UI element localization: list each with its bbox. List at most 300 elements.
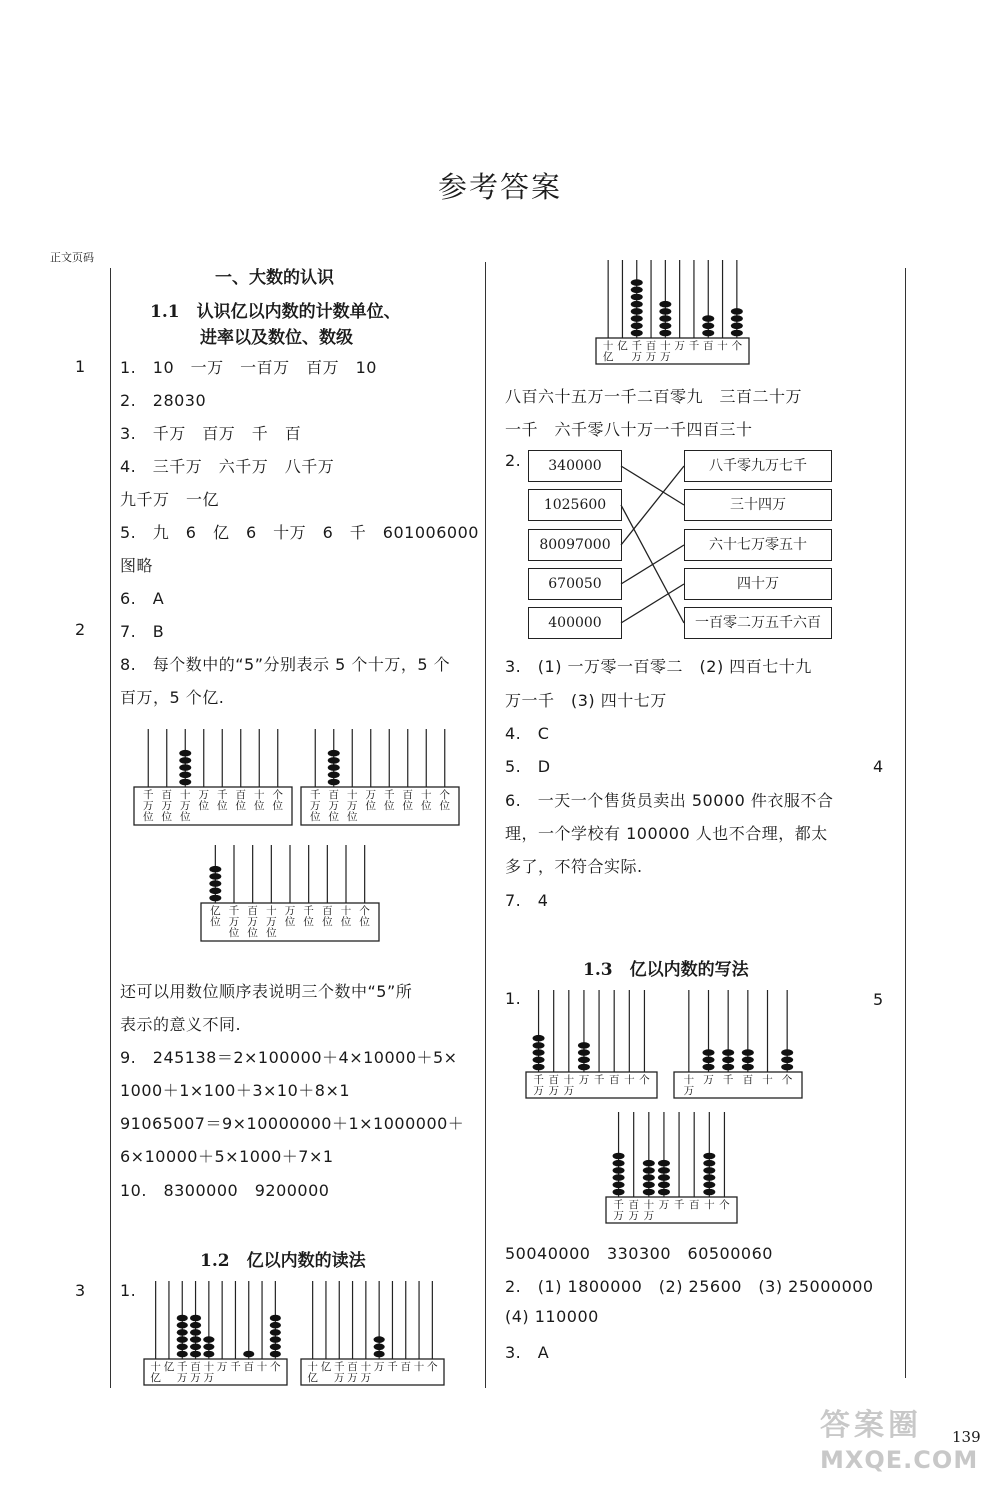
abacus-label: 万 [683, 1085, 695, 1097]
column-divider [485, 262, 486, 1388]
abacus-label: 万 [161, 800, 172, 812]
match-line-5 [621, 584, 684, 623]
abacus-label: 位 [161, 811, 172, 823]
abacus-bead [703, 1189, 715, 1196]
abacus-label: 位 [384, 800, 395, 812]
abacus-bead [533, 1042, 545, 1049]
abacus-diagram-8 [673, 988, 803, 1100]
abacus-label: 百 [742, 1074, 754, 1086]
abacus-bead [270, 1315, 281, 1322]
abacus-label: 万 [613, 1210, 624, 1222]
abacus-label: 百 [688, 1199, 700, 1211]
abacus-label: 位 [228, 927, 240, 939]
page-title: 参考答案 [437, 170, 562, 204]
answer-2: 2. 28030 [120, 391, 207, 410]
abacus-label: 百 [347, 1361, 358, 1373]
abacus-label: 位 [272, 800, 283, 812]
abacus-label: 千 [673, 1199, 685, 1211]
answer-9: 9. 245138＝2×100000＋4×10000＋5× [120, 1048, 458, 1067]
abacus-label: 十 [340, 905, 352, 917]
abacus-bead [203, 1344, 214, 1351]
abacus-bead [203, 1336, 214, 1343]
abacus-diagram-4 [143, 1279, 288, 1387]
abacus-bead [190, 1322, 201, 1329]
abacus-bead [631, 315, 643, 322]
abacus-bead [203, 1351, 214, 1358]
abacus-bead [190, 1336, 201, 1343]
answer-4-cont: 九千万 一亿 [120, 490, 220, 509]
abacus-bead [177, 1315, 188, 1322]
abacus-label: 位 [359, 916, 370, 928]
abacus-bead [578, 1057, 590, 1064]
abacus-diagram-top [595, 258, 750, 366]
answer-r4: 4. C [505, 724, 550, 743]
abacus-bead [177, 1336, 188, 1343]
abacus-label: 万 [347, 800, 358, 812]
abacus-bead [702, 330, 714, 337]
abacus-bead [209, 895, 221, 902]
number-box-4: 670050 [528, 568, 622, 600]
abacus-bead [658, 1167, 670, 1174]
abacus-bead [722, 1064, 734, 1071]
abacus-bead [702, 315, 714, 322]
abacus-label: 亿 [163, 1361, 175, 1373]
abacus-bead [643, 1182, 655, 1189]
abacus-label: 万 [631, 351, 642, 363]
margin-page-5: 5 [873, 990, 884, 1009]
abacus-bead [190, 1344, 201, 1351]
answer-1: 1. 10 一万 一百万 百万 10 [120, 358, 377, 377]
abacus-label: 万 [658, 1199, 670, 1211]
abacus-bead [703, 1153, 715, 1160]
abacus-bead [209, 880, 221, 887]
abacus-label: 百 [322, 905, 333, 917]
abacus-bead [328, 779, 340, 786]
abacus-bead [177, 1322, 188, 1329]
abacus-bead [613, 1167, 625, 1174]
section-1-2-title: 1.2 亿以内数的读法 [200, 1251, 366, 1271]
abacus-bead [631, 294, 643, 301]
abacus-bead [533, 1049, 545, 1056]
abacus-label: 亿 [150, 1372, 161, 1384]
abacus-label: 亿 [617, 340, 628, 352]
answer-8-cont: 百万，5 个亿. [120, 688, 225, 707]
abacus-bead [703, 1057, 715, 1064]
margin-page-2: 2 [75, 620, 86, 639]
abacus-label: 亿 [307, 1372, 318, 1384]
abacus-bead [177, 1351, 188, 1358]
number-box-5: 400000 [528, 607, 622, 639]
abacus-label: 位 [439, 800, 450, 812]
abacus-label: 万 [190, 1372, 201, 1384]
abacus-label: 十 [624, 1074, 635, 1086]
abacus-bead [702, 323, 714, 330]
abacus-diagram-7 [525, 988, 658, 1100]
abacus-label: 万 [703, 1074, 714, 1086]
answer-9-cont-2: 91065007＝9×10000000＋1×1000000＋ [120, 1114, 465, 1133]
abacus-label: 位 [235, 800, 246, 812]
section-1-3-answer-3: 3. A [505, 1343, 550, 1362]
abacus-label: 万 [203, 1372, 215, 1384]
abacus-label: 千 [177, 1361, 188, 1373]
abacus-label: 十 [180, 789, 191, 801]
abacus-bead [328, 772, 340, 779]
abacus-bead [631, 323, 643, 330]
abacus-bead [659, 301, 671, 308]
abacus-bead [613, 1160, 625, 1167]
word-box-1: 八千零九万七千 [684, 450, 832, 482]
chapter-title: 一、大数的认识 [215, 268, 334, 288]
abacus-label: 十 [563, 1074, 575, 1086]
page-number: 139 [952, 1428, 981, 1446]
abacus-label: 百 [247, 905, 258, 917]
abacus-bead [631, 330, 643, 337]
abacus-label: 千 [334, 1361, 345, 1373]
abacus-bead [533, 1064, 545, 1071]
abacus-label: 万 [628, 1210, 639, 1222]
word-box-3: 六十七万零五十 [684, 529, 832, 561]
abacus-label: 百 [243, 1361, 254, 1373]
match-line-4 [621, 545, 684, 584]
abacus-frame [606, 1197, 737, 1223]
abacus-diagram-1 [133, 727, 293, 827]
abacus-label: 千 [217, 789, 228, 801]
abacus-label: 位 [284, 916, 296, 928]
word-box-5: 一百零二万五千六百 [684, 607, 832, 639]
abacus-label: 万 [284, 905, 296, 917]
abacus-bead [374, 1344, 385, 1351]
abacus-label: 万 [548, 1085, 559, 1097]
abacus-bead [243, 1351, 254, 1358]
abacus-label: 万 [533, 1085, 544, 1097]
abacus-label: 万 [266, 916, 277, 928]
abacus-bead [722, 1057, 734, 1064]
answer-7: 7. B [120, 622, 165, 641]
abacus-bead [533, 1035, 545, 1042]
abacus-label: 千 [230, 1361, 241, 1373]
abacus-bead [578, 1064, 590, 1071]
abacus-label: 十 [683, 1074, 695, 1086]
answer-5-cont: 图略 [120, 556, 154, 575]
abacus-label: 万 [660, 351, 671, 363]
abacus-bead [374, 1351, 385, 1358]
abacus-label: 千 [722, 1074, 734, 1086]
abacus-label: 个 [731, 340, 743, 352]
abacus-bead [613, 1174, 625, 1181]
abacus-label: 万 [177, 1372, 188, 1384]
abacus-bead [643, 1174, 655, 1181]
abacus-bead [631, 279, 643, 286]
abacus-diagram-5 [300, 1279, 445, 1387]
abacus-bead [270, 1344, 281, 1351]
abacus-label: 万 [310, 800, 321, 812]
abacus-label: 位 [322, 916, 333, 928]
abacus-bead [731, 330, 743, 337]
abacus-label: 百 [628, 1199, 639, 1211]
abacus-bead [177, 1329, 188, 1336]
abacus-label: 十 [150, 1361, 161, 1373]
abacus-bead [613, 1189, 625, 1196]
abacus-bead [703, 1174, 715, 1181]
abacus-label: 百 [235, 789, 246, 801]
answer-r3: 3. (1) 一万零一百零二 (2) 四百七十九 [505, 657, 812, 676]
answer-r6: 6. 一天一个售货员卖出 50000 件衣服不合 [505, 791, 834, 810]
section-1-3-answer-2: 2. (1) 1800000 (2) 25600 (3) 25000000 [505, 1277, 874, 1296]
margin-page-1: 1 [75, 357, 86, 376]
section-1-1-title-cont: 进率以及数位、数级 [200, 328, 353, 348]
watermark-url: MXQE.COM [820, 1446, 979, 1474]
abacus-label: 十 [643, 1199, 655, 1211]
abacus-bead [209, 888, 221, 895]
margin-label: 正文页码 [50, 251, 94, 264]
abacus-label: 万 [143, 800, 154, 812]
abacus-label: 千 [593, 1074, 605, 1086]
abacus-label: 万 [228, 916, 240, 928]
abacus-label: 位 [247, 927, 258, 939]
abacus-bead [781, 1057, 793, 1064]
explain-line-1: 还可以用数位顺序表说明三个数中“5”所 [120, 982, 413, 1001]
abacus-bead [209, 866, 221, 873]
abacus-label: 个 [270, 1361, 281, 1373]
abacus-bead [742, 1064, 754, 1071]
abacus-label: 万 [180, 800, 191, 812]
abacus-bead [658, 1160, 670, 1167]
abacus-bead [703, 1167, 715, 1174]
abacus-label: 位 [421, 800, 432, 812]
watermark-logo: 答案圈 [820, 1408, 922, 1443]
answer-r3-cont: 万一千 (3) 四十七万 [505, 691, 667, 710]
abacus-frame [526, 1072, 657, 1098]
abacus-label: 个 [781, 1074, 793, 1086]
abacus-bead [177, 1344, 188, 1351]
answer-r7: 7. 4 [505, 891, 549, 910]
abacus-bead [533, 1057, 545, 1064]
answer-9-cont-1: 1000＋1×100＋3×10＋8×1 [120, 1081, 351, 1100]
abacus-diagram-2 [300, 727, 460, 827]
abacus-bead [643, 1167, 655, 1174]
abacus-bead [209, 873, 221, 880]
abacus-bead [179, 757, 191, 764]
section-1-3-title: 1.3 亿以内数的写法 [583, 960, 749, 980]
abacus-bead [659, 323, 671, 330]
abacus-label: 千 [688, 340, 700, 352]
abacus-bead [659, 315, 671, 322]
answer-9-cont-3: 6×10000＋5×1000＋7×1 [120, 1147, 334, 1166]
margin-rule [110, 268, 111, 1388]
number-box-2: 1025600 [528, 489, 622, 521]
abacus-bead [613, 1182, 625, 1189]
abacus-label: 个 [719, 1199, 730, 1211]
abacus-bead [374, 1336, 385, 1343]
abacus-bead [270, 1322, 281, 1329]
abacus-label: 十 [254, 789, 265, 801]
abacus-bead [190, 1315, 201, 1322]
abacus-bead [578, 1042, 590, 1049]
abacus-bead [190, 1329, 201, 1336]
margin-page-3: 3 [75, 1281, 86, 1300]
abacus-label: 千 [631, 340, 642, 352]
abacus-bead [781, 1049, 793, 1056]
abacus-label: 亿 [210, 905, 221, 917]
abacus-label: 十 [203, 1361, 215, 1373]
abacus-label: 千 [387, 1361, 398, 1373]
abacus-label: 位 [266, 927, 277, 939]
abacus-frame [134, 787, 292, 825]
number-box-1: 340000 [528, 450, 622, 482]
abacus-label: 位 [402, 800, 413, 812]
abacus-label: 千 [384, 789, 395, 801]
abacus-label: 百 [645, 340, 657, 352]
abacus-label: 位 [303, 916, 314, 928]
abacus-label: 百 [402, 789, 413, 801]
abacus-bead [270, 1329, 281, 1336]
abacus-label: 个 [359, 905, 370, 917]
abacus-label: 十 [421, 789, 432, 801]
reading-line-1: 八百六十五万一千二百零九 三百二十万 [505, 387, 803, 406]
abacus-label: 万 [198, 789, 209, 801]
answer-4: 4. 三千万 六千万 八千万 [120, 457, 335, 476]
abacus-bead [270, 1351, 281, 1358]
abacus-bead [631, 308, 643, 315]
abacus-bead [179, 750, 191, 757]
abacus-label: 千 [143, 789, 154, 801]
number-box-3: 80097000 [528, 529, 622, 561]
abacus-label: 百 [161, 789, 172, 801]
abacus-label: 百 [190, 1361, 201, 1373]
abacus-bead [742, 1049, 754, 1056]
abacus-label: 万 [643, 1210, 655, 1222]
abacus-frame [301, 787, 459, 825]
abacus-label: 千 [228, 905, 240, 917]
abacus-bead [722, 1049, 734, 1056]
abacus-bead [731, 308, 743, 315]
match-line-3 [621, 466, 684, 545]
abacus-label: 万 [645, 351, 657, 363]
answer-r6-cont-2: 多了，不符合实际. [505, 857, 643, 876]
abacus-label: 十 [266, 905, 277, 917]
abacus-label: 位 [198, 800, 209, 812]
margin-page-4: 4 [873, 757, 884, 776]
word-box-4: 四十万 [684, 568, 832, 600]
abacus-label: 百 [608, 1074, 620, 1086]
abacus-bead [658, 1174, 670, 1181]
abacus-bead [643, 1160, 655, 1167]
abacus-bead [179, 772, 191, 779]
abacus-label: 万 [334, 1372, 345, 1384]
abacus-label: 十 [360, 1361, 372, 1373]
abacus-label: 十 [704, 1199, 715, 1211]
abacus-bead [179, 764, 191, 771]
abacus-label: 十 [256, 1361, 268, 1373]
section-1-1-title: 1.1 认识亿以内数的计数单位、 [150, 302, 401, 322]
abacus-bead [658, 1182, 670, 1189]
abacus-bead [659, 330, 671, 337]
abacus-label: 十 [660, 340, 671, 352]
abacus-label: 个 [439, 789, 450, 801]
abacus-bead [643, 1189, 655, 1196]
abacus-bead [631, 287, 643, 294]
abacus-label: 万 [578, 1074, 590, 1086]
abacus-bead [703, 1064, 715, 1071]
abacus-label: 万 [247, 916, 258, 928]
abacus-bead [613, 1153, 625, 1160]
abacus-label: 个 [639, 1074, 650, 1086]
abacus-bead [781, 1064, 793, 1071]
abacus-label: 千 [613, 1199, 624, 1211]
abacus-bead [658, 1189, 670, 1196]
abacus-label: 万 [347, 1372, 358, 1384]
section-1-3-answer-1: 1. [505, 989, 522, 1008]
abacus-bead [659, 308, 671, 315]
abacus-bead [703, 1160, 715, 1167]
answer-3: 3. 千万 百万 千 百 [120, 424, 302, 443]
right-rule [905, 268, 906, 1378]
abacus-label: 千 [303, 905, 314, 917]
abacus-bead [731, 323, 743, 330]
abacus-bead [578, 1049, 590, 1056]
abacus-label: 十 [347, 789, 358, 801]
abacus-label: 万 [216, 1361, 228, 1373]
abacus-diagram-9 [605, 1110, 738, 1225]
abacus-bead [703, 1182, 715, 1189]
abacus-label: 亿 [602, 351, 614, 363]
matching-lines [620, 440, 686, 650]
abacus-bead [328, 764, 340, 771]
section-1-3-answer-2-cont: (4) 110000 [505, 1307, 599, 1326]
abacus-label: 位 [143, 811, 154, 823]
abacus-label: 个 [427, 1361, 438, 1373]
abacus-label: 十 [717, 340, 728, 352]
answer-5: 5. 九 6 亿 6 十万 6 千 601006000 [120, 523, 479, 542]
abacus-label: 位 [347, 811, 358, 823]
abacus-label: 个 [272, 789, 283, 801]
abacus-label: 万 [373, 1361, 385, 1373]
abacus-label: 百 [703, 340, 714, 352]
abacus-label: 位 [210, 916, 221, 928]
abacus-label: 位 [340, 916, 352, 928]
abacus-label: 十 [307, 1361, 318, 1373]
abacus-bead [328, 757, 340, 764]
abacus-label: 百 [328, 789, 339, 801]
section-1-2-answer-1: 1. [120, 1281, 137, 1300]
answer-r5: 5. D [505, 757, 551, 776]
abacus-label: 万 [674, 340, 685, 352]
reading-line-2: 一千 六千零八十万一千四百三十 [505, 420, 753, 439]
explain-line-2: 表示的意义不同. [120, 1015, 242, 1034]
abacus-label: 万 [328, 800, 339, 812]
abacus-label: 位 [365, 800, 376, 812]
abacus-label: 位 [328, 811, 339, 823]
word-box-2: 三十四万 [684, 489, 832, 521]
abacus-bead [631, 301, 643, 308]
abacus-label: 位 [254, 800, 265, 812]
abacus-diagram-3 [200, 843, 380, 943]
abacus-label: 位 [180, 811, 191, 823]
abacus-bead [179, 779, 191, 786]
answer-r6-cont-1: 理，一个学校有 100000 人也不合理，都太 [505, 824, 828, 843]
answer-6: 6. A [120, 589, 165, 608]
abacus-label: 十 [602, 340, 614, 352]
abacus-bead [328, 750, 340, 757]
answer-8: 8. 每个数中的“5”分别表示 5 个十万，5 个 [120, 655, 451, 674]
match-line-1 [621, 466, 684, 505]
abacus-bead [731, 315, 743, 322]
abacus-label: 万 [360, 1372, 372, 1384]
abacus-bead [190, 1351, 201, 1358]
abacus-label: 百 [548, 1074, 559, 1086]
abacus-label: 千 [310, 789, 321, 801]
abacus-label: 千 [533, 1074, 544, 1086]
